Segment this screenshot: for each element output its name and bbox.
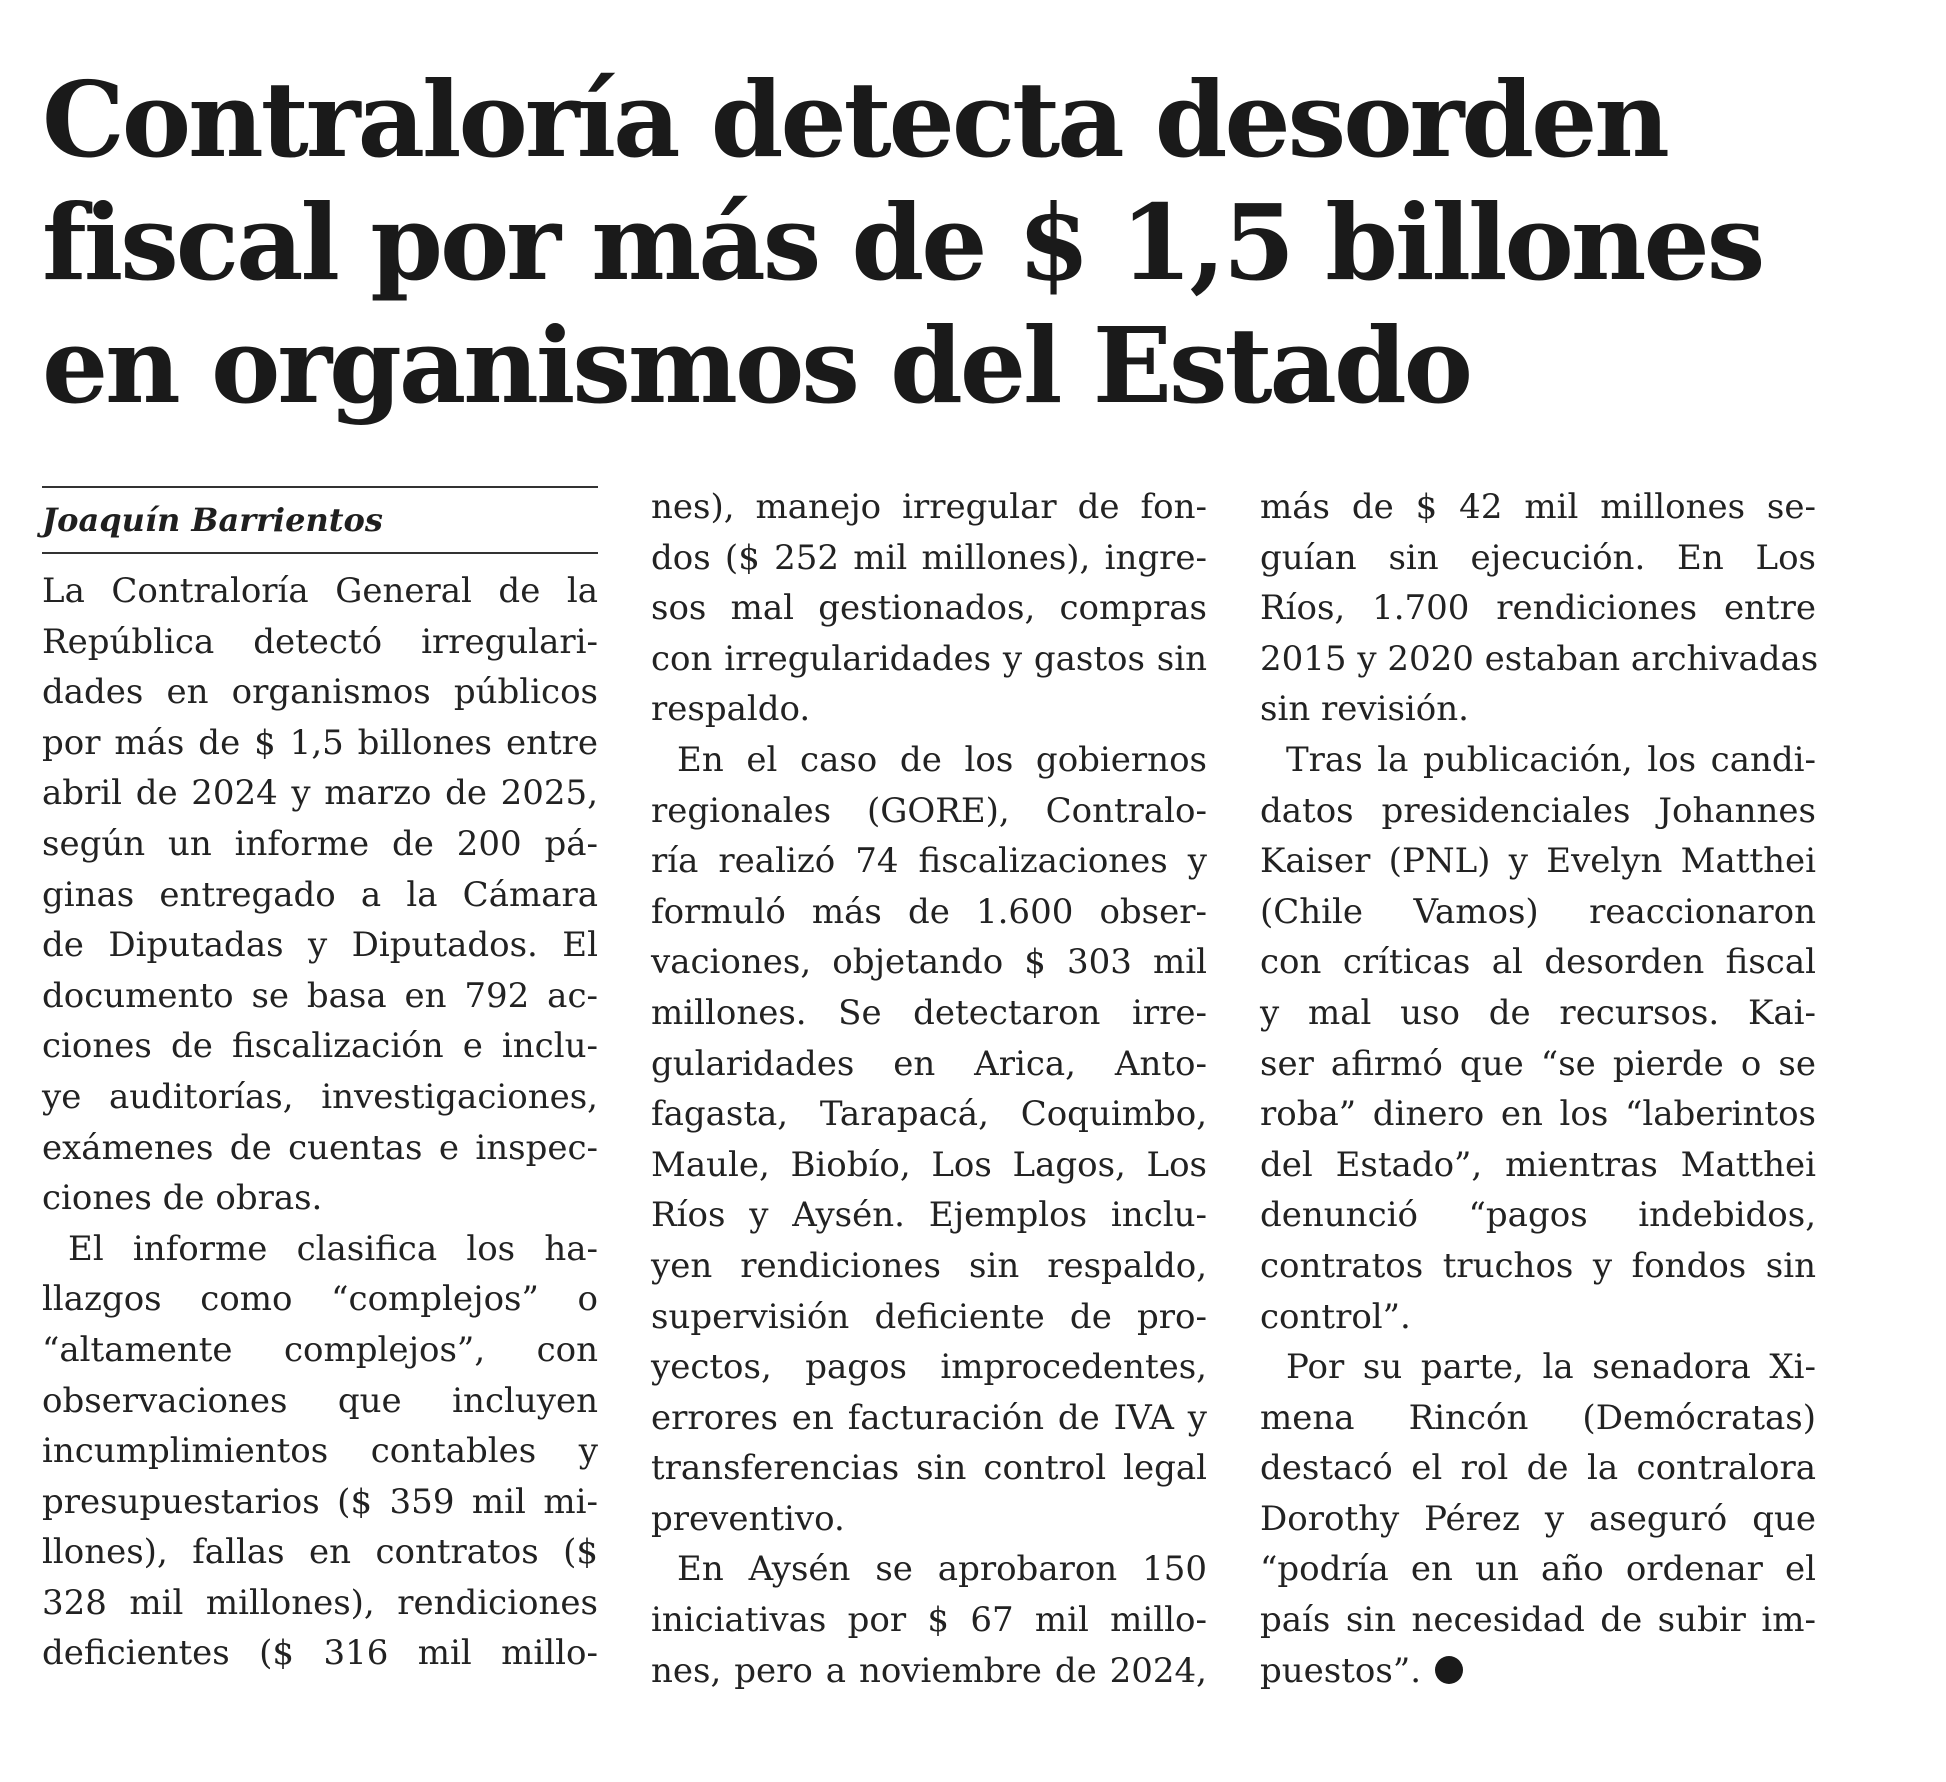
text-line: sin revisión.: [1260, 689, 1469, 730]
text-line: observaciones que incluyen: [42, 1380, 598, 1421]
headline-line: en organismos del Estado: [42, 304, 1471, 427]
text-line: contratos truchos y fondos sin: [1260, 1245, 1816, 1286]
text-line: nes), manejo irregular de fon-: [651, 487, 1207, 527]
text-line: La Contraloría General de la: [42, 571, 598, 611]
text-line: roba” dinero en los “laberintos: [1260, 1094, 1816, 1135]
text-line: (Chile Vamos) reaccionaron: [1260, 891, 1816, 932]
text-line: sos mal gestionados, compras: [651, 588, 1207, 629]
text-line: iniciativas por $ 67 mil millo-: [651, 1600, 1207, 1641]
text-line: de Diputadas y Diputados. El: [42, 925, 598, 966]
text-line: fagasta, Tarapacá, Coquimbo,: [651, 1094, 1207, 1135]
text-line: Dorothy Pérez y aseguró que: [1260, 1498, 1816, 1539]
text-line: documento se basa en 792 ac-: [42, 975, 598, 1016]
text-line: exámenes de cuentas e inspec-: [42, 1127, 598, 1168]
text-line-content: puestos”.: [1260, 1650, 1422, 1691]
text-line: abril de 2024 y marzo de 2025,: [42, 773, 598, 814]
text-line: ser afirmó que “se pierde o se: [1260, 1043, 1816, 1084]
article-column-3: [1260, 482, 1819, 1696]
text-line: ciones de fiscalización e inclu-: [42, 1026, 598, 1067]
text-line: En el caso de los gobiernos: [677, 739, 1207, 780]
text-line: mena Rincón (Demócratas): [1260, 1397, 1816, 1438]
text-line: regionales (GORE), Contralo-: [651, 790, 1207, 831]
text-line: vaciones, objetando $ 303 mil: [651, 942, 1207, 983]
text-line: transferencias sin control legal: [651, 1448, 1207, 1489]
text-line: errores en facturación de IVA y: [651, 1397, 1207, 1438]
text-line: millones. Se detectaron irre-: [651, 992, 1207, 1033]
text-line: En Aysén se aprobaron 150: [677, 1549, 1207, 1590]
text-line: Kaiser (PNL) y Evelyn Matthei: [1260, 841, 1816, 882]
text-line: deficientes ($ 316 mil millo-: [42, 1633, 598, 1674]
text-line: según un informe de 200 pá-: [42, 823, 598, 864]
text-line: denunció “pagos indebidos,: [1260, 1195, 1816, 1236]
text-line: más de $ 42 mil millones se-: [1260, 487, 1816, 527]
text-line: 328 mil millones), rendiciones: [42, 1582, 598, 1623]
text-line: yectos, pagos improcedentes,: [651, 1347, 1207, 1388]
text-line: dades en organismos públicos: [42, 672, 598, 713]
text-line: formuló más de 1.600 obser-: [651, 891, 1207, 932]
text-line: datos presidenciales Johannes: [1260, 790, 1816, 831]
text-line: ye auditorías, investigaciones,: [42, 1076, 598, 1117]
text-line: por más de $ 1,5 billones entre: [42, 722, 598, 763]
paragraph: [1260, 482, 1819, 735]
text-line: llazgos como “complejos” o: [42, 1279, 598, 1320]
paragraph: [42, 566, 598, 1224]
text-line: del Estado”, mientras Matthei: [1260, 1144, 1816, 1185]
text-line: nes, pero a noviembre de 2024,: [651, 1650, 1207, 1691]
text-line: Ríos y Aysén. Ejemplos inclu-: [651, 1195, 1207, 1236]
article-headline: [42, 58, 1902, 427]
text-line: respaldo.: [651, 689, 811, 730]
text-line: ría realizó 74 fiscalizaciones y: [651, 841, 1207, 882]
article-column-1: [42, 486, 598, 1679]
text-line: ciones de obras.: [42, 1178, 323, 1219]
text-line: República detectó irregulari-: [42, 621, 598, 662]
headline-line: fiscal por más de $ 1,5 billones: [42, 181, 1763, 304]
end-of-article-dot-icon: [1435, 1656, 1463, 1684]
author-byline: Joaquín Barrientos: [42, 500, 383, 539]
text-line: Maule, Biobío, Los Lagos, Los: [651, 1144, 1207, 1185]
text-line: con irregularidades y gastos sin: [651, 638, 1207, 679]
text-line: dos ($ 252 mil millones), ingre-: [651, 537, 1207, 578]
text-line: El informe clasifica los ha-: [68, 1228, 598, 1269]
text-line: con críticas al desorden fiscal: [1260, 942, 1816, 983]
text-line: 2015 y 2020 estaban archivadas: [1260, 638, 1819, 679]
text-line: preventivo.: [651, 1498, 845, 1539]
text-line: yen rendiciones sin respaldo,: [651, 1245, 1207, 1286]
text-line: Por su parte, la senadora Xi-: [1286, 1347, 1816, 1388]
text-line: “altamente complejos”, con: [42, 1329, 598, 1370]
text-line: llones), fallas en contratos ($: [42, 1532, 598, 1573]
paragraph: [1260, 735, 1816, 1342]
text-line: presupuestarios ($ 359 mil mi-: [42, 1481, 598, 1522]
article-column-2: [651, 482, 1207, 1696]
text-line: destacó el rol de la contralora: [1260, 1448, 1816, 1489]
text-line: incumplimientos contables y: [42, 1431, 598, 1472]
paragraph: [651, 735, 1207, 1545]
text-line: ginas entregado a la Cámara: [42, 874, 598, 915]
text-line: y mal uso de recursos. Kai-: [1260, 992, 1816, 1033]
text-line: control”.: [1260, 1296, 1411, 1337]
paragraph: [1260, 1342, 1816, 1696]
text-line: guían sin ejecución. En Los: [1260, 537, 1816, 578]
paragraph: [42, 1224, 598, 1679]
text-line: “podría en un año ordenar el: [1260, 1549, 1816, 1590]
text-line: Tras la publicación, los candi-: [1286, 739, 1816, 780]
paragraph: [651, 1544, 1207, 1696]
headline-line: Contraloría detecta desorden: [42, 58, 1667, 181]
byline-box: [42, 486, 598, 554]
text-line: supervisión deficiente de pro-: [651, 1296, 1207, 1337]
paragraph: [651, 482, 1207, 735]
text-line: [1260, 1646, 1816, 1697]
text-line: país sin necesidad de subir im-: [1260, 1600, 1816, 1641]
text-line: Ríos, 1.700 rendiciones entre: [1260, 588, 1816, 629]
text-line: gularidades en Arica, Anto-: [651, 1043, 1207, 1084]
